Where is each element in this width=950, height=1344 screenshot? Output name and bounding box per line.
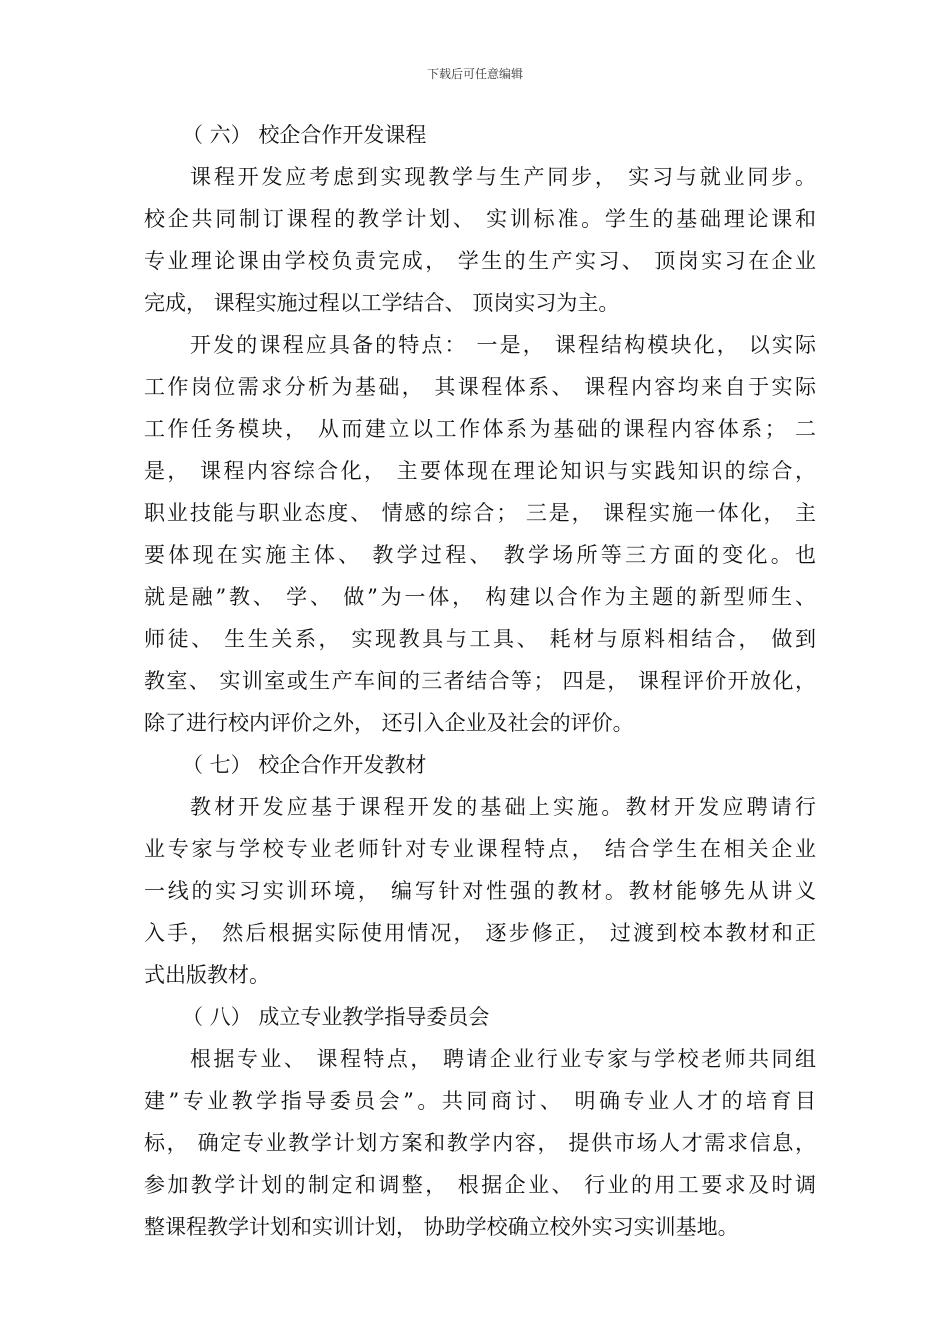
paragraph-line: 工作任务模块， 从而建立以工作体系为基础的课程内容体系； 二 bbox=[144, 417, 816, 441]
paragraph-line: 建”专业教学指导委员会”。共同商讨、 明确专业人才的培育目 bbox=[144, 1089, 816, 1113]
paragraph-line: 除了进行校内评价之外， 还引入企业及社会的评价。 bbox=[144, 711, 634, 735]
paragraph-line: 要体现在实施主体、 教学过程、 教学场所等三方面的变化。也 bbox=[144, 543, 816, 567]
paragraph-line: 业专家与学校专业老师针对专业课程特点， 结合学生在相关企业 bbox=[144, 837, 816, 861]
paragraph-line: 完成， 课程实施过程以工学结合、 顶岗实习为主。 bbox=[144, 291, 620, 315]
paragraph-line: 师徒、 生生关系， 实现教具与工具、 耗材与原料相结合， 做到 bbox=[144, 627, 816, 651]
paragraph-line: 就是融”教、 学、 做”为一体， 构建以合作为主题的新型师生、 bbox=[144, 585, 816, 609]
paragraph-line: 开发的课程应具备的特点： 一是， 课程结构模块化， 以实际 bbox=[190, 333, 816, 357]
paragraph-line: 工作岗位需求分析为基础， 其课程体系、 课程内容均来自于实际 bbox=[144, 375, 816, 399]
section-heading: （ 七） 校企合作开发教材 bbox=[182, 753, 427, 777]
paragraph-line: 参加教学计划的制定和调整， 根据企业、 行业的用工要求及时调 bbox=[144, 1173, 816, 1197]
paragraph-line: 教室、 实训室或生产车间的三者结合等； 四是， 课程评价开放化， bbox=[144, 669, 816, 693]
paragraph-line: 专业理论课由学校负责完成， 学生的生产实习、 顶岗实习在企业 bbox=[144, 249, 816, 273]
section-heading: （ 六） 校企合作开发课程 bbox=[182, 123, 427, 147]
paragraph-line: 职业技能与职业态度、 情感的综合； 三是， 课程实施一体化， 主 bbox=[144, 501, 816, 525]
paragraph-line: 教材开发应基于课程开发的基础上实施。教材开发应聘请行 bbox=[190, 795, 816, 819]
paragraph-line: 入手， 然后根据实际使用情况， 逐步修正， 过渡到校本教材和正 bbox=[144, 921, 816, 945]
page-header: 下载后可任意编辑 bbox=[426, 67, 523, 81]
paragraph-line: 课程开发应考虑到实现教学与生产同步， 实习与就业同步。 bbox=[190, 165, 816, 189]
paragraph-line: 是， 课程内容综合化， 主要体现在理论知识与实践知识的综合， bbox=[144, 459, 816, 483]
paragraph-line: 标， 确定专业教学计划方案和教学内容， 提供市场人才需求信息， bbox=[144, 1131, 816, 1155]
section-heading: （ 八） 成立专业教学指导委员会 bbox=[182, 1005, 490, 1029]
paragraph-line: 校企共同制订课程的教学计划、 实训标准。学生的基础理论课和 bbox=[144, 207, 816, 231]
paragraph-line: 根据专业、 课程特点， 聘请企业行业专家与学校老师共同组 bbox=[190, 1047, 816, 1071]
paragraph-line: 整课程教学计划和实训计划， 协助学校确立校外实习实训基地。 bbox=[144, 1215, 739, 1239]
paragraph-line: 式出版教材。 bbox=[144, 963, 270, 987]
document-body bbox=[144, 114, 816, 1248]
paragraph-line: 一线的实习实训环境， 编写针对性强的教材。教材能够先从讲义 bbox=[144, 879, 816, 903]
